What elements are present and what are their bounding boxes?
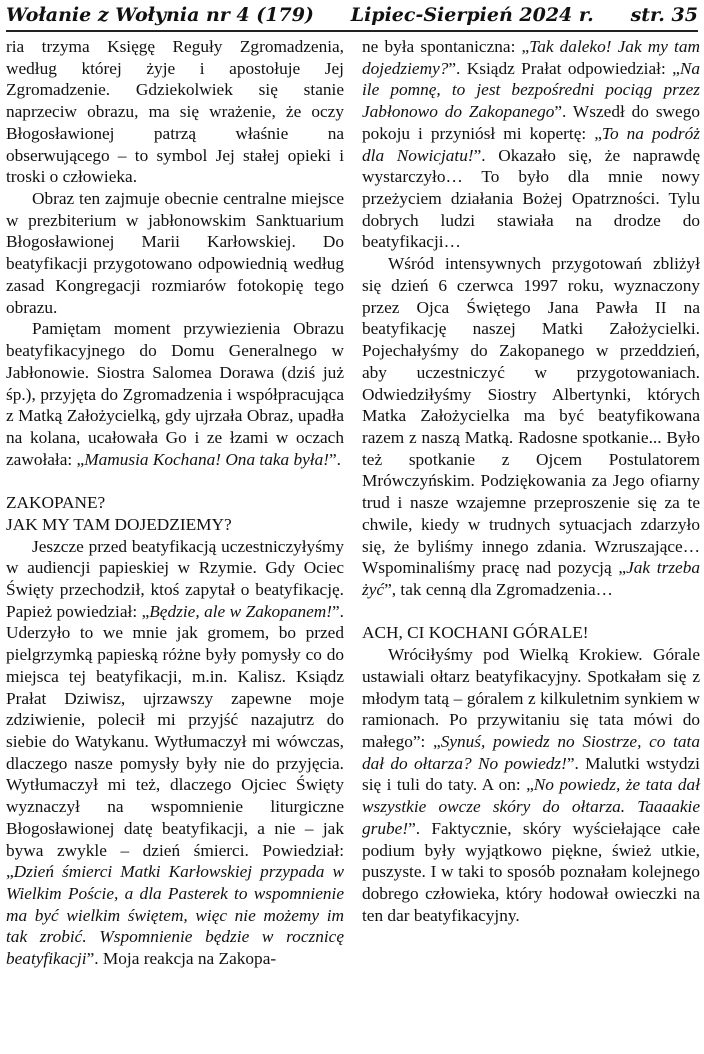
paragraph-text: ”. Okazało się, że naprawdę wystarczyło… To było dla mnie nowy przeżyciem działania Bożej Opatrzności. Tylu dobrych ludzi stawiała na drodze do beatyfikacji… [362,145,700,252]
paragraph-continued [362,36,700,253]
section-heading-line1: ZAKOPANE? [6,493,106,513]
paragraph-text: ”. Ksiądz Prałat odpowiedział: „ [448,58,680,78]
section-heading-line2: JAK MY TAM DOJEDZIEMY? [6,514,232,534]
paragraph-text: ”. Wszedł do swego pokoju i przyniósł mi kopertę: „ [362,102,700,143]
magazine-title: Wołanie z Wołynia nr 4 (179) [6,4,314,26]
paragraph-text: ”. Moja reakcja na Zakopa- [86,949,277,969]
quote: Będzie, ale w Zakopanem! [149,601,332,621]
paragraph-text: ”. Malutki wstydzi się i tuli do taty. A on: „ [362,753,700,795]
quote: To na podróż dla Nowicjatu! [362,123,700,165]
spacer [362,601,700,623]
quote: Na ile pomnę, to jest bezpośredni pociąg przez Jabłonowo do Zakopanego [362,58,700,122]
paragraph-audiencja [6,536,344,970]
paragraph-text: Pamiętam moment przywiezienia Obrazu beatyfikacyjnego do Domu Generalnego w Jabłonowie. Siostra Salomea Dorawa (dziś już śp.), przyjęta do Zgromadzenia i współpracująca z Matką Założycielką, gdy ujrzała Obraz, upadła na kolana, ucałowała Go i ze łzami w oczach zawołała: „ [6,319,344,469]
paragraph-gorale [362,644,700,926]
paragraph-text: ne była spontaniczna: „ [362,37,530,56]
quote: Synuś, powiedz no Siostrze, co tata dał do ołtarza? No powiedz! [362,732,700,773]
quote: Dzień śmierci Matki Karłowskiej przypada w Wielkim Poście, a dla Pasterek to wspomnienie ma być wielkim świętem, więc nie możemy im tak zrobić. Wspomnienie będzie w rocznicę beatyfikacji [6,862,344,969]
quote: Jak trzeba żyć [362,558,700,599]
issue-date: Lipiec-Sierpień 2024 r. [350,4,594,26]
quote: Tak daleko! Jak my tam dojedziemy? [362,37,700,78]
page-number: str. 35 [630,4,698,26]
paragraph-text: Wróciłyśmy pod Wielką Krokiew. Górale ustawiali ołtarz beatyfikacyjny. Spotkałam się z młodym tatą – góralem z kilkuletnim synkiem w ramionach. Po przywitaniu się tata mówi do małego”: „ [362,645,700,751]
section-heading: ACH, CI KOCHANI GÓRALE! [362,623,589,643]
right-column [362,36,700,926]
paragraph-text: ”. Uderzyło to we mnie jak gromem, bo przed pielgrzymką papieską różne były pomysły co do miejsca tej beatyfikacji, m.in. Kalisz. Ksiądz Prałat Dziwisz, ujrzawszy zapewne moje zdziwienie, polecił mi przyjść nazajutrz do siebie do Watykanu. Wytłumaczył mi wówczas, dlaczego nasze pomysły były nie do przyjęcia. Wytłumaczył mi też, dlaczego Ojciec Święty wyznaczył na wspomnienie liturgiczne Błogosławionej datę beatyfikacji, a nie – jak bywa zwykle – dzień śmierci. Powiedział: „ [6,601,344,882]
paragraph-continued: ria trzyma Księgę Reguły Zgromadzenia, według której żyje i apostołuje Jej Zgromadzenie. Gdziekolwiek się stanie naprzeciw obrazu, ma się wrażenie, że oczy Błogosławionej patrzą właśnie na obserwującego – to symbol Jej stałej opieki i troski o człowieka. [6,37,344,187]
paragraph-text: ”. Faktycznie, skóry wyściełające całe podium były wyjątkowo piękne, śwież utkie, puszyste. I w taki to sposób poznałam kolejnego dobrego człowieka, który hodował owieczki na ten dar beatyfikacyjny. [362,818,700,925]
paragraph-text: Wśród intensywnych przygotowań zbliżył się dzień 6 czerwca 1997 roku, wyznaczony przez Ojca Świętego Jana Pawła II na beatyfikację naszej Matki Założycielki. Pojechałyśmy do Zakopanego w przeddzień, aby uczestniczyć w przygotowaniach. Odwiedziłyśmy Siostry Albertynki, których Matka Założycielka ma być beatyfikowana razem z naszą Matką. Radosne spotkanie... Było też spotkanie z Ojcem Postulatorem Mrówczyńskim. Podziękowania za Jego ofiarny trud i nasze wzajemne przeproszenie się za te chwile, kiedy w trudnych sytuacjach zdarzyło się, że byliśmy innego zdania. Wzruszające… Wspominaliśmy pracę nad pozycją „ [362,254,700,578]
left-column [6,36,344,970]
paragraph-text: Jeszcze przed beatyfikacją uczestniczyłyśmy w audiencji papieskiej w Rzymie. Gdy Ociec Święty przechodził, ktoś zapytał o beatyfikację. Papież powiedział: „ [6,536,344,621]
page-header [6,0,698,32]
quote: No powiedz, że tata dał wszystkie owcze skóry do ołtarza. Taaaakie grube! [362,775,700,838]
paragraph-przygotowania [362,253,700,601]
spacer [6,470,344,492]
paragraph-pamietam [6,318,344,470]
paragraph-text: ”. [328,449,341,469]
paragraph-text: ”, tak cenną dla Zgromadzenia… [384,579,613,599]
quote: Mamusia Kochana! Ona taka była! [84,449,329,469]
paragraph-obraz: Obraz ten zajmuje obecnie centralne miejsce w prezbiterium w jabłonowskim Sanktuarium Błogosławionej Marii Karłowskiej. Do beatyfikacji przygotowano odpowiednią według zasad Kongregacji rozmiarów fotokopię tego obrazu. [6,189,344,317]
